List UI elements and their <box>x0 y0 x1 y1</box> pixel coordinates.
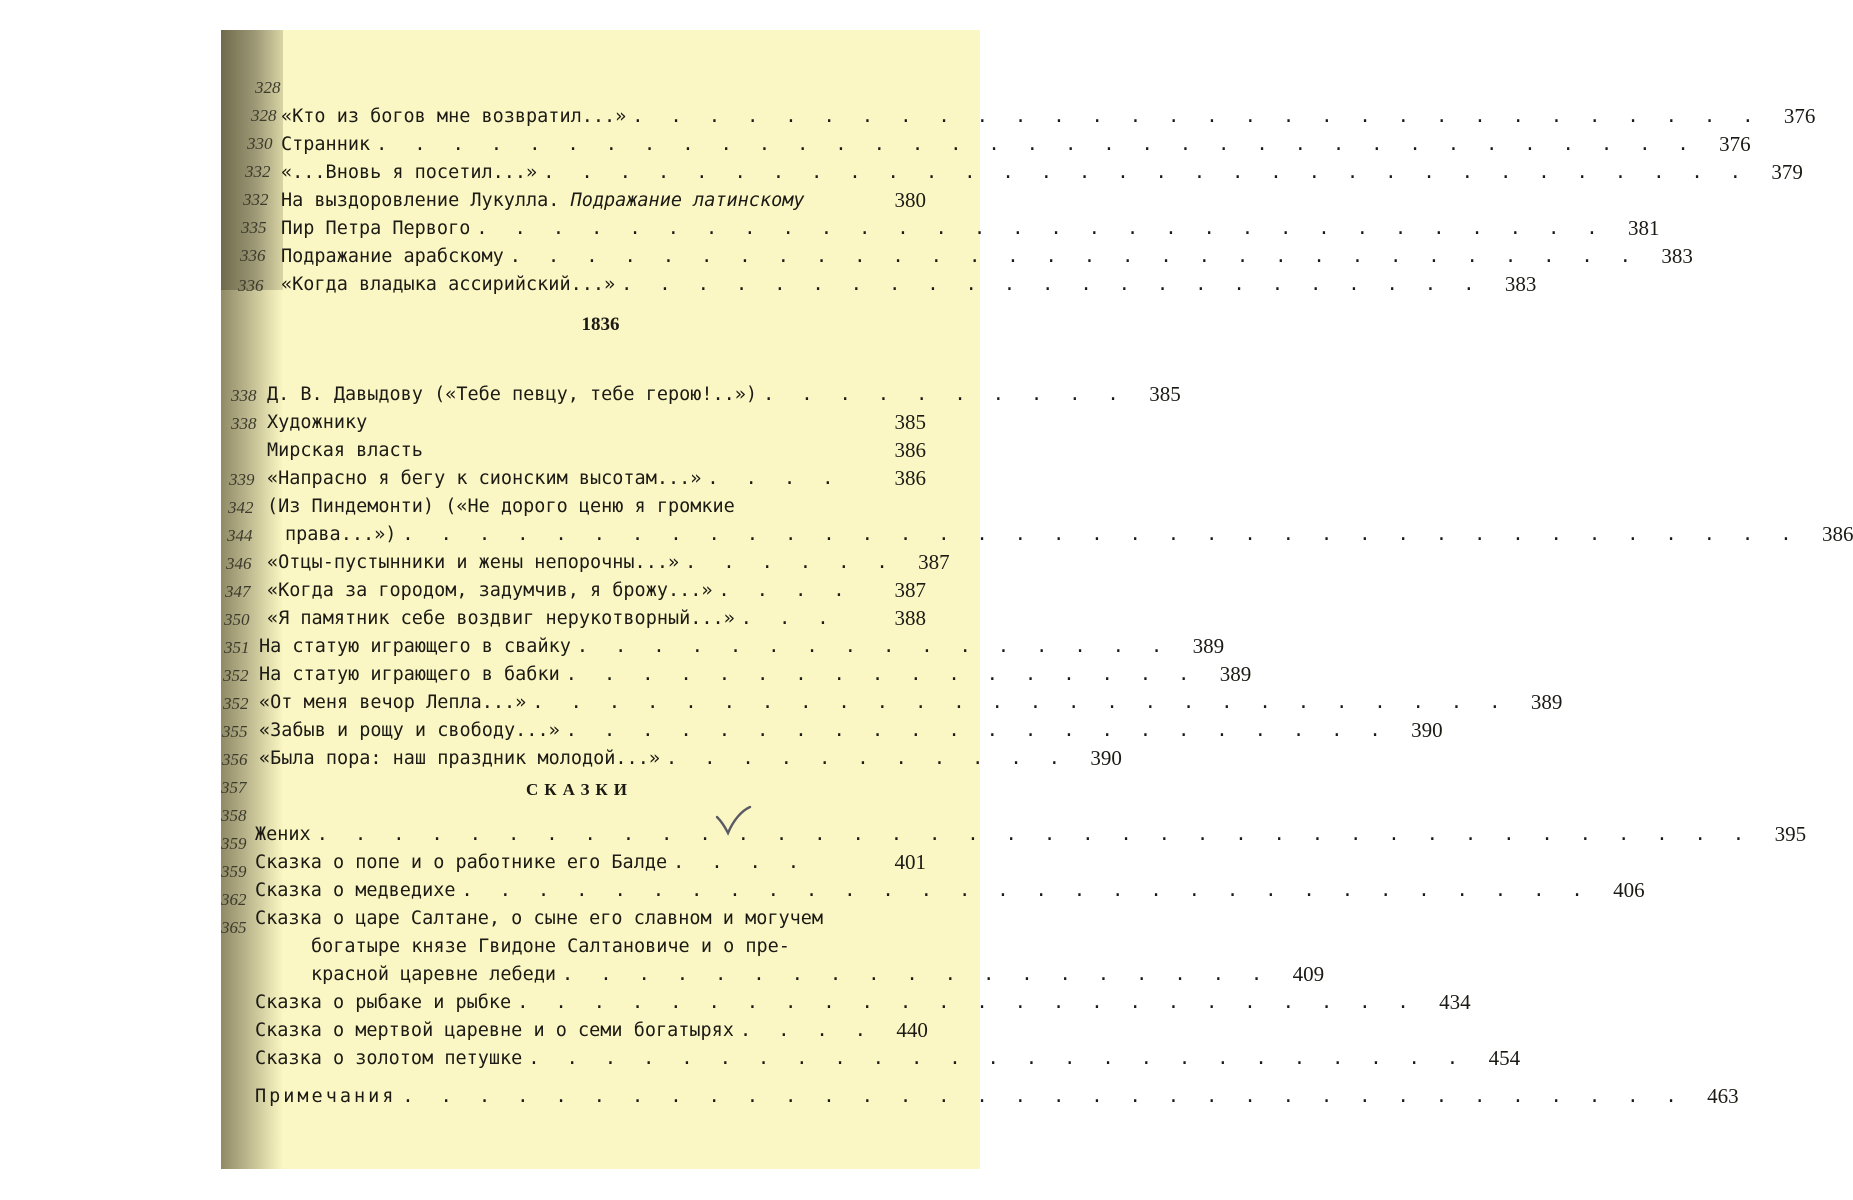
toc-entry <box>285 520 1853 548</box>
toc-entry-title: Странник <box>281 133 371 155</box>
toc-page-number: 387 <box>894 577 926 602</box>
toc-leader-dots: . . . . . . . . . . . . . . . . . . . . . . . . . . . . . . <box>632 105 1762 127</box>
toc-leader-dots: . . . . . . . . . . . . . . . . . . . . . . . . . . . . . . . . <box>543 161 1749 183</box>
toc-leader-dots: . . . . . . . . . . . . . . . . . . . . . . . . . . . . . . . . . . <box>402 1085 1685 1107</box>
toc-entry <box>281 186 926 214</box>
margin-number: 362 <box>221 890 247 909</box>
toc-entry-title: Мирская власть <box>267 439 423 461</box>
toc-leader-dots: . . . . . . . . . . . <box>665 747 1068 769</box>
toc-entry-title: Сказка о попе и о работнике его Балде <box>255 851 668 873</box>
toc-entry-title: Художнику <box>267 411 368 433</box>
margin-number: 339 <box>229 470 255 489</box>
margin-number: 347 <box>225 582 251 601</box>
toc-entry-title: Сказка о золотом петушке <box>255 1047 523 1069</box>
toc-page-number: 376 <box>1783 103 1816 128</box>
margin-number: 357 <box>221 778 247 797</box>
toc-page-number: 383 <box>1504 271 1537 296</box>
toc-entry <box>281 102 1816 130</box>
toc-entry-title: Сказка о царе Салтане, о сыне его славном и могучем <box>255 907 824 929</box>
toc-page-number: 401 <box>894 849 926 874</box>
toc-entry-title: Пир Петра Первого <box>281 217 471 239</box>
toc-entry <box>259 632 1225 660</box>
toc-entry <box>259 716 1443 744</box>
toc-entry <box>255 988 1471 1016</box>
margin-number: 352 <box>223 666 249 685</box>
toc-entry <box>259 688 1563 716</box>
toc-leader-dots: . . . . . . . . . . . . . . . . . . . . . . . <box>621 273 1483 295</box>
toc-entry <box>311 932 926 960</box>
toc-page-number: 388 <box>894 605 926 630</box>
toc-page-number: 386 <box>894 437 926 462</box>
toc-page-number: 434 <box>1439 989 1471 1014</box>
toc-page-number: 463 <box>1707 1083 1739 1108</box>
toc-page-number: 390 <box>1090 745 1122 770</box>
toc-leader-dots: . . . . . . . . . . . . . . . . . . . . . . . . <box>517 991 1417 1013</box>
toc-entry-title: На статую играющего в бабки <box>259 663 560 685</box>
toc-entry-title: Сказка о рыбаке и рыбке <box>255 991 512 1013</box>
toc-entry <box>255 1016 926 1044</box>
margin-number: 351 <box>224 638 250 657</box>
toc-leader-dots: . . . . . . <box>685 551 896 573</box>
section-tales-heading: СКАЗКИ <box>526 780 633 799</box>
toc-entry <box>281 242 1693 270</box>
toc-entry <box>255 820 1807 848</box>
margin-number: 328 <box>251 106 277 125</box>
toc-leader-dots: . . . . . . . . . . . . . . . . <box>576 635 1171 657</box>
toc-page-number: 385 <box>894 409 926 434</box>
toc-page-number: 386 <box>894 465 926 490</box>
toc-entry <box>259 660 1252 688</box>
toc-entry-title: «Была пора: наш праздник молодой...» <box>259 747 660 769</box>
margin-number: 336 <box>238 276 264 295</box>
margin-number: 338 <box>231 414 257 433</box>
toc-leader-dots: . . . . . . . . . . . . . . . . . . . . . . . . . . <box>532 691 1509 713</box>
margin-number: 350 <box>224 610 250 629</box>
toc-entry <box>267 380 1181 408</box>
toc-entry-title: Сказка о мертвой царевне и о семи богатырях <box>255 1019 734 1041</box>
toc-leader-dots: . . . . . . . . . . . . . . . . . . . <box>562 963 1271 985</box>
toc-entry-title: «Отцы-пустынники и жены непорочны...» <box>267 551 680 573</box>
toc-entry-title: На выздоровление Лукулла. Подражание латинскому <box>281 189 805 211</box>
toc-entry-title: права...») <box>285 523 397 545</box>
margin-number: 328 <box>255 78 281 97</box>
toc-leader-dots: . . . . . . . . . . . . . . . . . . . . . . <box>565 719 1389 741</box>
toc-leader-dots: . . . . . . . . . . <box>763 383 1127 405</box>
toc-entry <box>259 744 1122 772</box>
toc-entry-title: Жених <box>255 823 311 845</box>
margin-number: 359 <box>221 834 247 853</box>
toc-page-number: 389 <box>1219 661 1252 686</box>
toc-page-number: 380 <box>894 187 926 212</box>
margin-number: 342 <box>228 498 254 517</box>
toc-leader-dots: . . . <box>740 607 837 629</box>
margin-number: 365 <box>221 918 247 937</box>
toc-entry <box>281 214 1660 242</box>
toc-page-number: 379 <box>1771 159 1803 184</box>
margin-number: 332 <box>243 190 269 209</box>
toc-entry <box>267 548 950 576</box>
toc-leader-dots: . . . . <box>707 467 842 489</box>
margin-number: 335 <box>241 218 267 237</box>
toc-leader-dots: . . . . . . . . . . . . . . . . . . . . . . . . . . . . . . . . . . . . . . <box>316 823 1753 845</box>
toc-entry <box>255 876 1645 904</box>
margin-number: 346 <box>226 554 252 573</box>
toc-leader-dots: . . . . <box>718 579 853 601</box>
toc-leader-dots: . . . . . . . . . . . . . . . . . <box>565 663 1198 685</box>
toc-page-number: 395 <box>1774 821 1807 846</box>
margin-number: 344 <box>227 526 253 545</box>
toc-leader-dots: . . . . . . . . . . . . . . . . . . . . . . . . . . . . . . . . . . . <box>376 133 1697 155</box>
toc-entry <box>267 408 926 436</box>
toc-leader-dots: . . . . <box>673 851 808 873</box>
margin-number: 352 <box>223 694 249 713</box>
toc-entry-title: Д. В. Давыдову («Тебе певцу, тебе герою!..») <box>267 383 758 405</box>
toc-page-number: 389 <box>1192 633 1225 658</box>
toc-page-number: 389 <box>1530 689 1563 714</box>
toc-entry <box>267 604 926 632</box>
toc-entry-title: красной царевне лебеди <box>311 963 557 985</box>
margin-number: 338 <box>231 386 257 405</box>
toc-entry <box>281 270 1537 298</box>
toc-leader-dots: . . . . . . . . . . . . . . . . . . . . . . . . . . . . . . <box>509 245 1639 267</box>
toc-page-number: 390 <box>1411 717 1443 742</box>
toc-leader-dots: . . . . . . . . . . . . . . . . . . . . . . . . . . . . . . <box>476 217 1606 239</box>
margin-number: 355 <box>222 722 248 741</box>
toc-page-number: 440 <box>896 1017 928 1042</box>
toc-entry <box>267 492 926 520</box>
toc-entry-title: Подражание арабскому <box>281 245 504 267</box>
margin-number: 358 <box>221 806 247 825</box>
toc-page-number: 386 <box>1821 521 1853 546</box>
toc-page-number: 381 <box>1628 215 1660 240</box>
margin-number: 359 <box>221 862 247 881</box>
margin-number: 356 <box>222 750 248 769</box>
toc-page-number: 385 <box>1149 381 1181 406</box>
book-page <box>221 30 1853 1169</box>
margin-number: 330 <box>247 134 273 153</box>
toc-leader-dots: . . . . . . . . . . . . . . . . . . . . . . . . . <box>528 1047 1467 1069</box>
toc-leader-dots: . . . . . . . . . . . . . . . . . . . . . . . . . . . . . . <box>461 879 1591 901</box>
toc-entry-title: На статую играющего в свайку <box>259 635 571 657</box>
toc-entry-title: «Кто из богов мне возвратил...» <box>281 105 627 127</box>
toc-entry-title: «От меня вечор Лепла...» <box>259 691 527 713</box>
toc-entry-title: «Я памятник себе воздвиг нерукотворный...» <box>267 607 735 629</box>
toc-entry <box>255 848 926 876</box>
toc-entry-title: «Забыв и рощу и свободу...» <box>259 719 560 741</box>
toc-leader-dots: . . . . . . . . . . . . . . . . . . . . . . . . . . . . . . . . . . . . . <box>402 523 1800 545</box>
margin-number: 336 <box>240 246 266 265</box>
toc-page-number: 454 <box>1488 1045 1521 1070</box>
toc-entry-title: «Напрасно я бегу к сионским высотам...» <box>267 467 702 489</box>
toc-entry <box>255 904 926 932</box>
toc-entry-title: «...Вновь я посетил...» <box>281 161 538 183</box>
toc-entry <box>311 960 1325 988</box>
toc-entry <box>255 1044 1521 1072</box>
toc-entry-title: Примечания <box>255 1085 397 1107</box>
toc-entry-title: «Когда владыка ассирийский...» <box>281 273 616 295</box>
toc-page-number: 406 <box>1613 877 1645 902</box>
toc-entry <box>267 436 926 464</box>
toc-page-number: 376 <box>1719 131 1751 156</box>
margin-number: 332 <box>245 162 271 181</box>
toc-entry-title: (Из Пиндемонти) («Не дорого ценю я громкие <box>267 495 735 517</box>
section-year-heading: 1836 <box>581 314 620 335</box>
toc-entry-title: «Когда за городом, задумчив, я брожу...» <box>267 579 713 601</box>
toc-entry <box>281 130 1751 158</box>
toc-leader-dots: . . . . <box>739 1019 874 1041</box>
toc-page-number: 383 <box>1661 243 1693 268</box>
toc-entry-title: Сказка о медведихе <box>255 879 456 901</box>
toc-entry-title: богатыре князе Гвидоне Салтановиче и о пре- <box>311 935 790 957</box>
toc-entry <box>267 576 926 604</box>
toc-entry <box>255 1082 1739 1110</box>
toc-page-number: 409 <box>1292 961 1325 986</box>
toc-page-number: 387 <box>918 549 950 574</box>
toc-entry <box>281 158 1803 186</box>
toc-entry <box>267 464 926 492</box>
